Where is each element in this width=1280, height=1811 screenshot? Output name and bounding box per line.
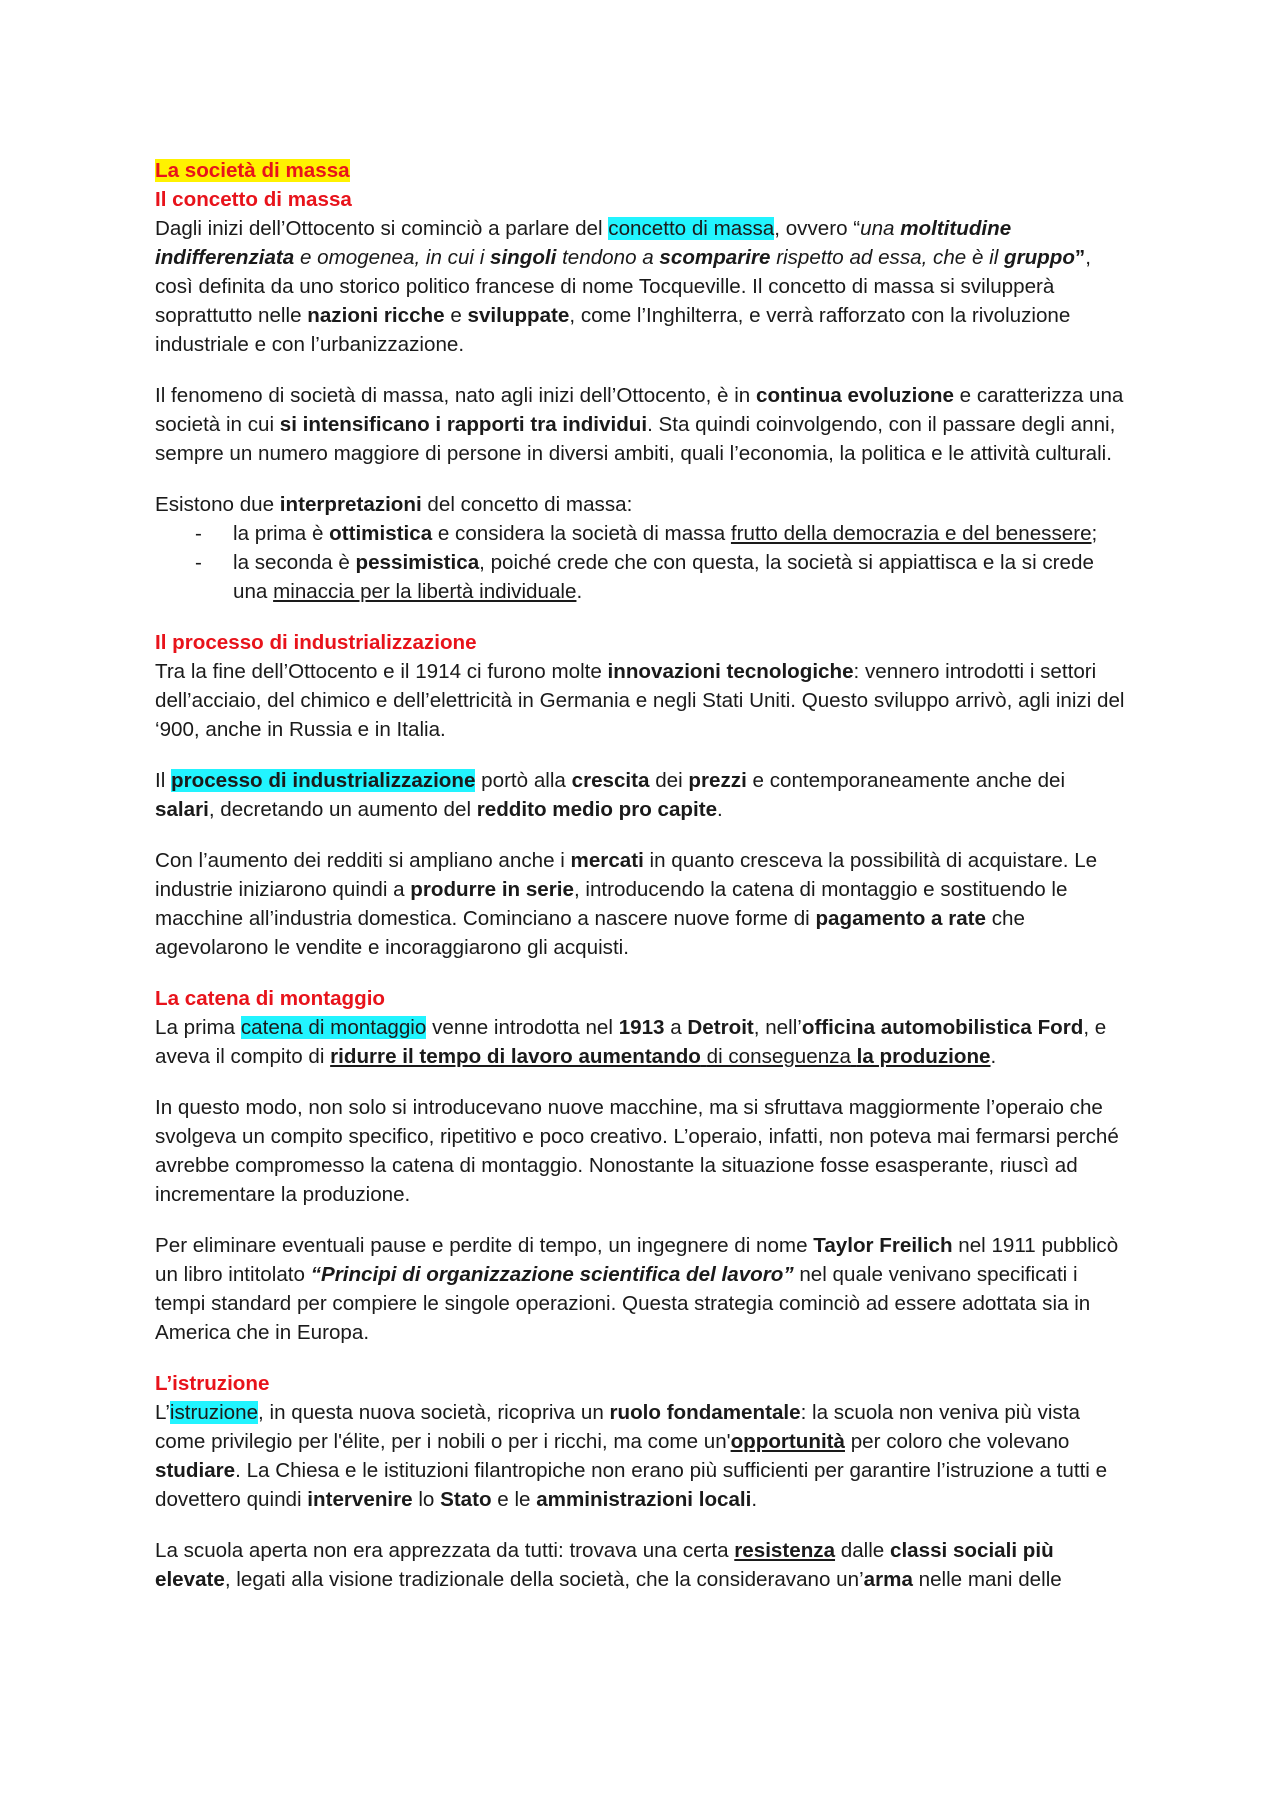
highlight-concetto-di-massa: concetto di massa [608,217,775,240]
highlight-catena-di-montaggio: catena di montaggio [240,1016,427,1039]
paragraph-catena-3: Per eliminare eventuali pause e perdite di tempo, un ingegnere di nome Taylor Freilich nel 1911 pubblicò un libro intitolato “Principi di organizzazione scientifica del lavoro” nel quale venivano specificati i tempi standard per compiere le singole operazioni. Questa strategia cominciò ad essere adottata sia in America che in Europa. [155,1234,1119,1344]
paragraph-massa-1: Dagli inizi dell’Ottocento si cominciò a parlare del concetto di massa, ovvero “una moltitudine indifferenziata e omogenea, in cui i singoli tendono a scomparire rispetto ad essa, che è il gruppo”, così definita da uno storico politico francese di nome Tocqueville. Il concetto di massa si svilupperà soprattutto nelle nazioni ricche e sviluppate, come l’Inghilterra, e verrà rafforzato con la rivoluzione industriale e con l’urbanizzazione. [155,217,1091,356]
bullet-dash: - [195,551,202,574]
paragraph-catena-1: La prima catena di montaggio venne introdotta nel 1913 a Detroit, nell’officina automobilistica Ford, e aveva il compito di ridurre il tempo di lavoro aumentando di conseguenza la produzione. [155,1016,1107,1068]
heading-industrializzazione: Il processo di industrializzazione [155,631,477,654]
heading-istruzione: L’istruzione [155,1372,270,1395]
paragraph-industria-3: Con l’aumento dei redditi si ampliano anche i mercati in quanto cresceva la possibilità di acquistare. Le industrie iniziarono quindi a produrre in serie, introducendo la catena di montaggio e sostituendo le macchine all’industria domestica. Cominciano a nascere nuove forme di pagamento a rate che agevolarono le vendite e incoraggiarono gli acquisti. [155,849,1098,959]
document-title: La società di massa [155,159,350,182]
paragraph-industria-2: Il processo di industrializzazione portò alla crescita dei prezzi e contemporaneamente anche dei salari, decretando un aumento del reddito medio pro capite. [155,769,1066,821]
paragraph-catena-2: In questo modo, non solo si introducevano nuove macchine, ma si sfruttava maggiormente l’operaio che svolgeva un compito specifico, ripetitivo e poco creativo. L’operaio, infatti, non poteva mai fermarsi perché avrebbe compromesso la catena di montaggio. Nonostante la situazione fosse esasperante, riuscì ad incrementare la produzione. [155,1096,1119,1206]
paragraph-industria-1: Tra la fine dell’Ottocento e il 1914 ci furono molte innovazioni tecnologiche: vennero introdotti i settori dell’acciaio, del chimico e dell’elettricità in Germania e negli Stati Uniti. Questo sviluppo arrivò, agli inizi del ‘900, anche in Russia e in Italia. [155,660,1125,741]
list-item: - la prima è ottimistica e considera la società di massa frutto della democrazia e del benessere; [155,519,1130,548]
bullet-dash: - [195,522,202,545]
heading-catena-di-montaggio: La catena di montaggio [155,987,385,1010]
heading-concetto-di-massa: Il concetto di massa [155,188,352,211]
list-item: - la seconda è pessimistica, poiché crede che con questa, la società si appiattisca e la si crede una minaccia per la libertà individuale. [155,548,1130,606]
highlight-processo-industrializzazione: processo di industrializzazione [171,769,476,792]
highlight-istruzione: istruzione [169,1401,259,1424]
paragraph-istruzione-1: L’istruzione, in questa nuova società, ricopriva un ruolo fondamentale: la scuola non veniva più vista come privilegio per l'élite, per i nobili o per i ricchi, ma come un'opportunità per coloro che volevano studiare. La Chiesa e le istituzioni filantropiche non erano più sufficienti per garantire l’istruzione a tutti e dovettero quindi intervenire lo Stato e le amministrazioni locali. [155,1401,1108,1511]
interpretations-list [155,519,1130,606]
paragraph-massa-3: Esistono due interpretazioni del concetto di massa: [155,493,633,516]
paragraph-istruzione-2: La scuola aperta non era apprezzata da tutti: trovava una certa resistenza dalle classi sociali più elevate, legati alla visione tradizionale della società, che la consideravano un’arma nelle mani delle [155,1539,1062,1591]
paragraph-massa-2: Il fenomeno di società di massa, nato agli inizi dell’Ottocento, è in continua evoluzione e caratterizza una società in cui si intensificano i rapporti tra individui. Sta quindi coinvolgendo, con il passare degli anni, sempre un numero maggiore di persone in diversi ambiti, quali l’economia, la politica e le attività culturali. [155,384,1124,465]
